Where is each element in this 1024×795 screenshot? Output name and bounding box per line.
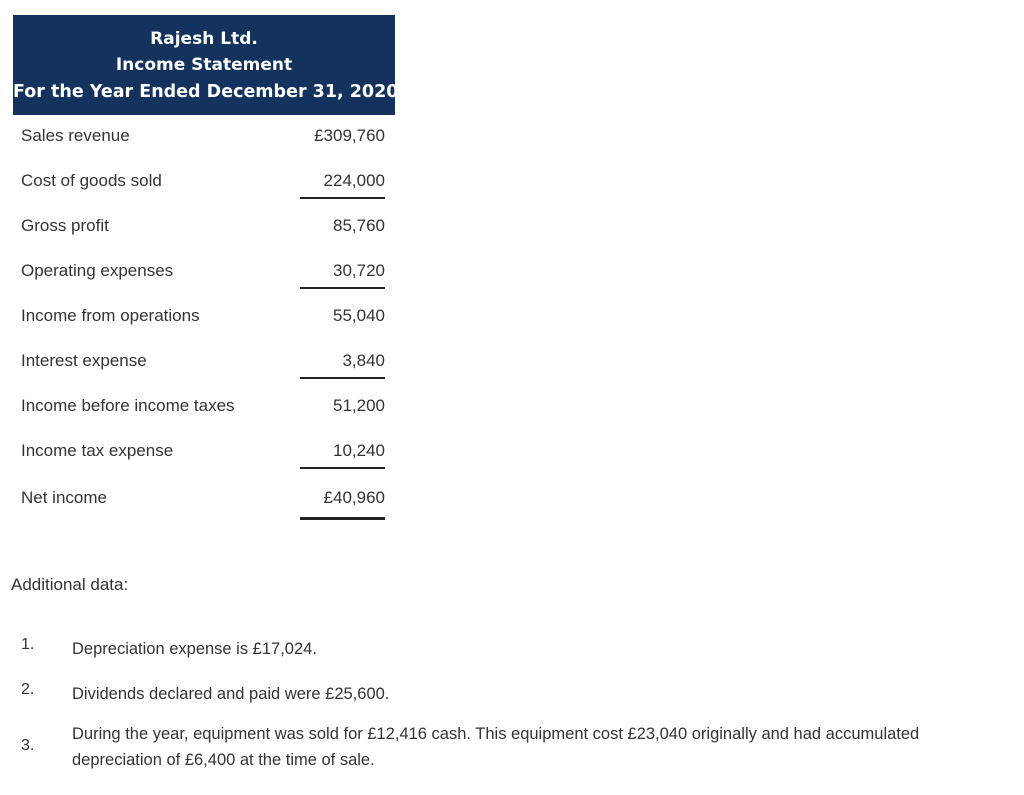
- row-amount: 10,240: [333, 441, 385, 460]
- row-amount: £309,760: [314, 126, 385, 145]
- row-label: Cost of goods sold: [21, 171, 162, 190]
- row-net-income: [13, 488, 395, 532]
- note-text: During the year, equipment was sold for £12,416 cash. This equipment cost £23,040 originally and had accumulated depreciation of £6,400 at the time of sale.: [72, 725, 920, 769]
- row-label: Operating expenses: [21, 261, 174, 280]
- row-income-before-taxes: [13, 396, 395, 440]
- note-text: Dividends declared and paid were £25,600.: [72, 685, 390, 703]
- row-label: Income from operations: [21, 306, 200, 325]
- additional-data-heading: Additional data:: [11, 575, 129, 594]
- row-label: Gross profit: [21, 216, 109, 235]
- row-label: Interest expense: [21, 351, 147, 370]
- note-text: Depreciation expense is £17,024.: [72, 640, 317, 658]
- statement-period: For the Year Ended December 31, 2020: [13, 82, 399, 102]
- statement-title: Income Statement: [115, 55, 293, 75]
- statement-header: [13, 15, 399, 115]
- row-amount: 55,040: [333, 306, 385, 325]
- row-cost-of-goods-sold: [13, 171, 395, 215]
- subtotal-rule: [300, 377, 385, 379]
- note-number: 2.: [21, 681, 35, 698]
- subtotal-rule: [300, 467, 385, 469]
- income-statement: [13, 15, 399, 507]
- row-income-tax-expense: [13, 441, 395, 485]
- row-label: Net income: [21, 488, 107, 507]
- row-amount: 30,720: [333, 261, 385, 280]
- row-interest-expense: [13, 351, 395, 395]
- total-rule: [300, 517, 385, 520]
- subtotal-rule: [300, 287, 385, 289]
- row-label: Sales revenue: [21, 126, 130, 145]
- company-name: Rajesh Ltd.: [150, 29, 258, 49]
- subtotal-rule: [300, 197, 385, 199]
- row-label: Income before income taxes: [21, 396, 235, 415]
- row-income-from-operations: [13, 306, 395, 350]
- row-amount: 85,760: [333, 216, 385, 235]
- row-amount: £40,960: [323, 488, 385, 507]
- note-number: 1.: [21, 636, 35, 653]
- note-number: 3.: [21, 737, 35, 754]
- row-operating-expenses: [13, 261, 395, 305]
- row-sales-revenue: [13, 126, 395, 170]
- row-amount: 3,840: [342, 351, 385, 370]
- row-amount: 224,000: [323, 171, 385, 190]
- row-label: Income tax expense: [21, 441, 174, 460]
- row-gross-profit: [13, 216, 395, 260]
- row-amount: 51,200: [333, 396, 385, 415]
